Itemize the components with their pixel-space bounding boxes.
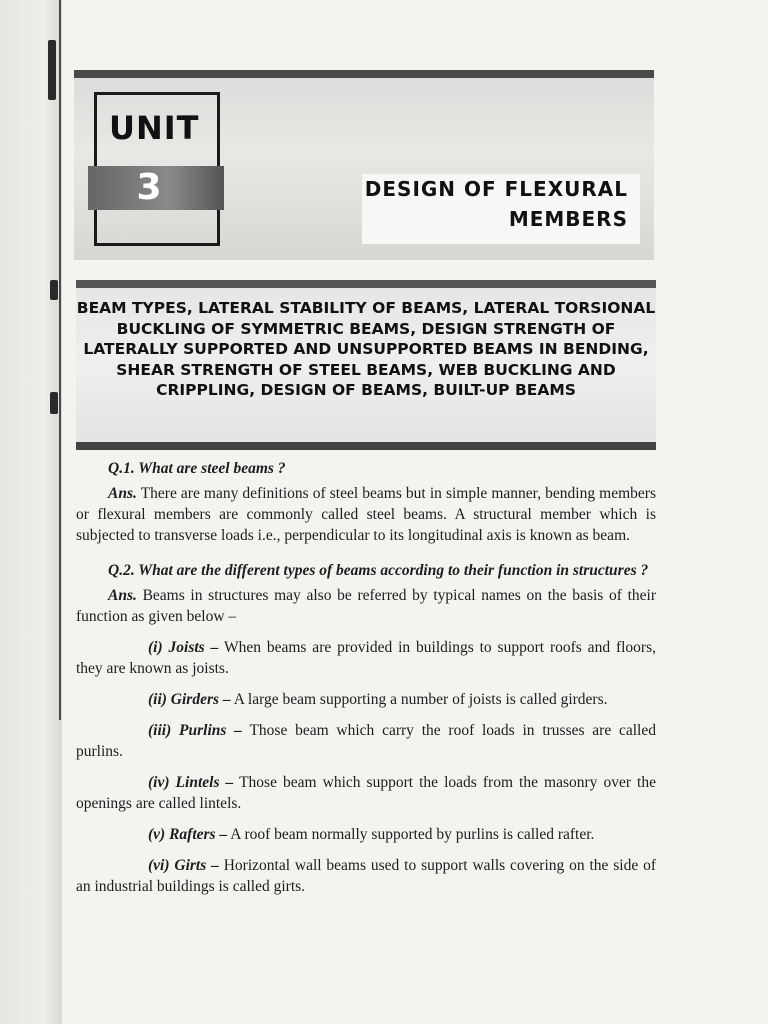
unit-header-banner [74, 70, 654, 260]
page-content [76, 452, 656, 897]
list-item: (iv) Lintels – Those beam which support the loads from the masonry over the openings are called lintels. [76, 774, 656, 812]
spine-mark [48, 40, 56, 100]
spine-mark [50, 392, 58, 414]
answer-label: Ans. [108, 485, 137, 502]
unit-title-line-1: DESIGN OF FLEXURAL [364, 177, 628, 201]
answer-label: Ans. [108, 587, 137, 604]
unit-word: UNIT [109, 109, 200, 147]
unit-title [362, 174, 640, 244]
list-item: (vi) Girts – Horizontal wall beams used to support walls covering on the side of an industrial buildings is called girts. [76, 857, 657, 895]
topics-list: BEAM TYPES, LATERAL STABILITY OF BEAMS, LATERAL TORSIONAL BUCKLING OF SYMMETRIC BEAMS, DESIGN STRENGTH OF LATERALLY SUPPORTED AND UNSUPPORTED BEAMS IN BENDING, SHEAR STRENGTH OF STEEL BEAMS, WEB BUCKLING AND CRIPPLING, DESIGN OF BEAMS, BUILT-UP BEAMS [76, 299, 656, 399]
answer-1 [76, 483, 656, 546]
question-1: Q.1. What are steel beams ? [108, 460, 286, 477]
spine-mark [50, 280, 58, 300]
answer-2-text: Beams in structures may also be referred by typical names on the basis of their function as given below – [76, 587, 656, 625]
answer-1-text: There are many definitions of steel beams but in simple manner, bending members or flexural members are commonly called steel beams. A structural member which is subjected to transverse loads i.e., perpendicular to its longitudinal axis is known as beam. [76, 485, 656, 544]
question-2: Q.2. What are the different types of beams according to their function in structures ? [108, 562, 649, 579]
list-item: (v) Rafters – A roof beam normally supported by purlins is called rafter. [148, 826, 595, 843]
unit-title-line-2: MEMBERS [508, 207, 628, 231]
list-item: (i) Joists – When beams are provided in buildings to support roofs and floors, they are known as joists. [76, 639, 656, 677]
list-item: (iii) Purlins – Those beam which carry the roof loads in trusses are called purlins. [76, 722, 656, 760]
page-gutter-line [59, 0, 61, 720]
list-item: (ii) Girders – A large beam supporting a number of joists is called girders. [148, 691, 608, 708]
topics-banner [76, 280, 656, 450]
answer-2 [76, 585, 656, 627]
unit-number: 3 [136, 167, 162, 208]
book-spine [0, 0, 62, 1024]
